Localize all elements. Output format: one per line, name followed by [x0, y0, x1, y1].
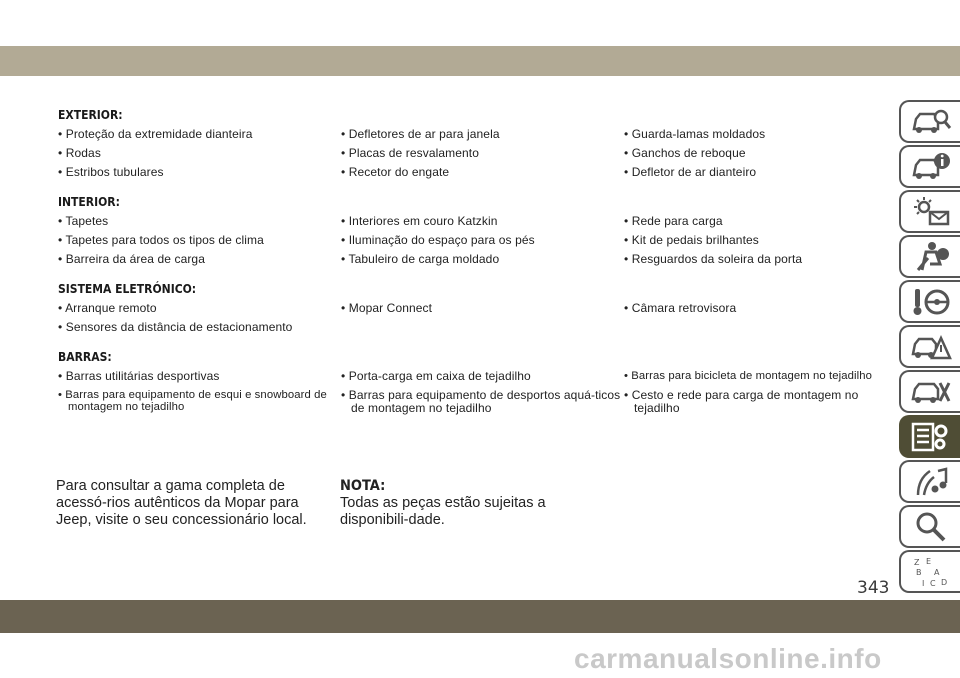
list-item: • Cesto e rede para carga de montagem no tejadilho: [624, 388, 859, 415]
list-item: • Iluminação do espaço para os pés: [341, 233, 535, 247]
list-item: • Placas de resvalamento: [341, 146, 480, 160]
car-info-icon[interactable]: [899, 145, 960, 188]
list-item: • Câmara retrovisora: [624, 301, 737, 315]
list-item: [341, 321, 624, 340]
list-item: • Resguardos da soleira da porta: [624, 252, 803, 266]
section-electronics: [58, 282, 888, 340]
watermark: carmanualsonline.info: [574, 643, 882, 674]
svg-text:E: E: [925, 556, 931, 566]
list-item: • Interiores em couro Katzkin: [341, 214, 498, 228]
list-item: • Rede para carga: [624, 214, 723, 228]
list-item: • Barras para bicicleta de montagem no tejadilho: [624, 370, 873, 382]
list-item: • Mopar Connect: [341, 301, 433, 315]
car-service-icon[interactable]: [899, 370, 960, 413]
svg-text:C: C: [929, 578, 936, 588]
list-item: • Estribos tubulares: [58, 165, 164, 179]
section-heading: INTERIOR:: [58, 195, 120, 209]
accessories-list: [58, 108, 888, 425]
airbag-seat-icon[interactable]: [899, 235, 960, 278]
specs-gear-icon[interactable]: [899, 415, 960, 458]
list-item: • Tabuleiro de carga moldado: [341, 252, 500, 266]
list-item: • Tapetes para todos os tipos de clima: [58, 233, 264, 247]
section-heading: EXTERIOR:: [58, 108, 123, 122]
section-interior: [58, 195, 888, 272]
car-search-icon[interactable]: [899, 100, 960, 143]
page-number: 343: [857, 578, 890, 598]
section-heading: SISTEMA ELETRÓNICO:: [58, 282, 197, 296]
list-item: • Barras utilitárias desportivas: [58, 369, 220, 383]
header-band: [0, 46, 960, 76]
alphabet-index-icon[interactable]: [899, 550, 960, 593]
list-item: • Kit de pedais brilhantes: [624, 233, 759, 247]
svg-text:Z: Z: [913, 557, 919, 567]
warning-lights-icon[interactable]: [899, 190, 960, 233]
list-item: • Recetor do engate: [341, 165, 450, 179]
steering-key-icon[interactable]: [899, 280, 960, 323]
note-block: [340, 478, 605, 529]
section-bars: [58, 350, 888, 415]
svg-text:D: D: [940, 577, 947, 587]
note-text: Todas as peças estão sujeitas a disponibili-dade.: [340, 495, 546, 528]
magnifier-icon[interactable]: [899, 505, 960, 548]
list-item: [624, 321, 892, 340]
list-item: • Sensores da distância de estacionamento: [58, 320, 293, 334]
section-heading: BARRAS:: [58, 350, 112, 364]
list-item: • Porta-carga em caixa de tejadilho: [341, 369, 531, 383]
music-nav-icon[interactable]: [899, 460, 960, 503]
footer-band: [0, 600, 960, 633]
list-item: • Barras para equipamento de desportos aquá-ticos de montagem no tejadilho: [341, 388, 621, 415]
section-exterior: [58, 108, 888, 185]
list-item: • Barreira da área de carga: [58, 252, 205, 266]
list-item: • Barras para equipamento de esqui e snowboard de montagem no tejadilho: [58, 389, 327, 413]
svg-text:I: I: [921, 578, 924, 588]
list-item: • Tapetes: [58, 214, 109, 228]
list-item: • Defletores de ar para janela: [341, 127, 500, 141]
list-item: • Arranque remoto: [58, 301, 157, 315]
list-item: • Rodas: [58, 146, 101, 160]
list-item: • Ganchos de reboque: [624, 146, 746, 160]
svg-text:B: B: [915, 567, 921, 577]
list-item: • Defletor de ar dianteiro: [624, 165, 757, 179]
list-item: • Proteção da extremidade dianteira: [58, 127, 253, 141]
car-warning-icon[interactable]: [899, 325, 960, 368]
consult-paragraph: Para consultar a gama completa de acessó-rios autênticos da Mopar para Jeep, visite o seu concessionário local.: [56, 478, 307, 528]
svg-text:A: A: [933, 567, 939, 577]
note-heading: NOTA:: [340, 478, 386, 494]
list-item: • Guarda-lamas moldados: [624, 127, 766, 141]
